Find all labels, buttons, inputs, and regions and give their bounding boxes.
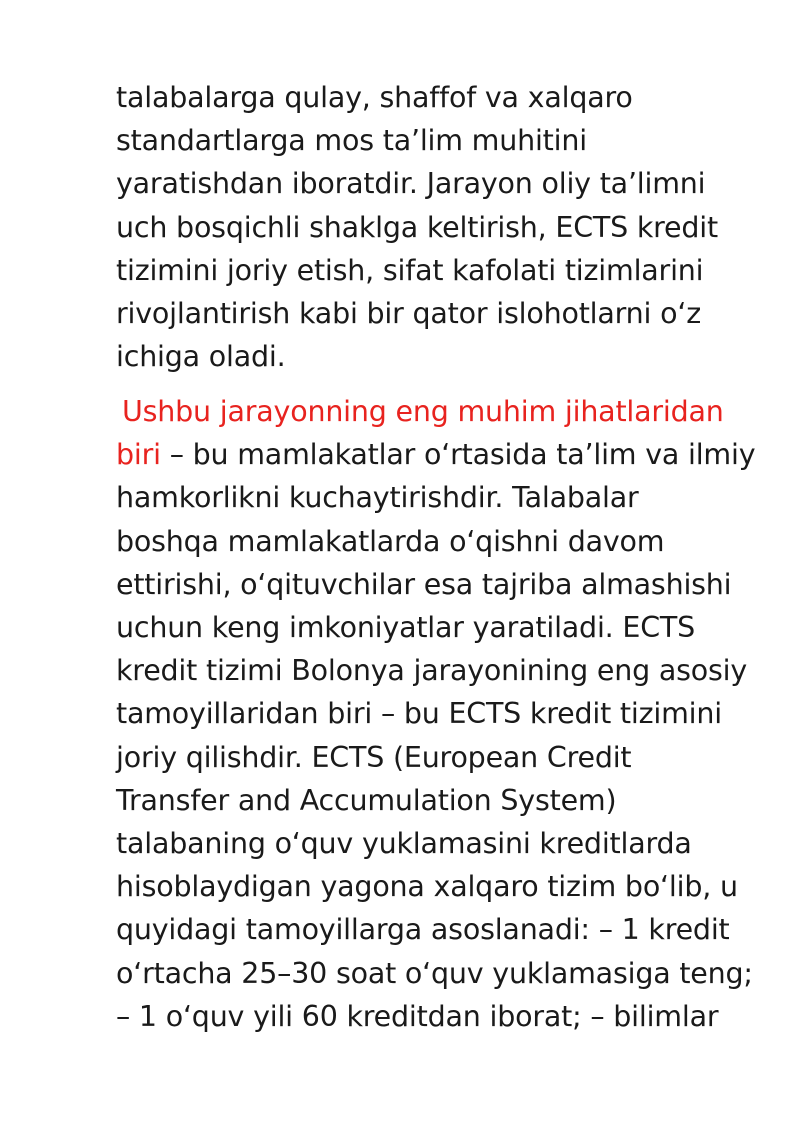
text-line: joriy qilishdir. ECTS (European Credit xyxy=(116,740,632,774)
text-line: – 1 o‘quv yili 60 kreditdan iborat; – bilimlar xyxy=(116,999,719,1033)
text-line: uch bosqichli shaklga keltirish, ECTS kredit xyxy=(116,210,718,244)
text-line: o‘rtacha 25–30 soat o‘quv yuklamasiga teng; xyxy=(116,956,753,990)
text-line: ettirishi, o‘qituvchilar esa tajriba almashishi xyxy=(116,567,732,601)
text-line: tizimini joriy etish, sifat kafolati tizimlarini xyxy=(116,253,704,287)
text-line: uchun keng imkoniyatlar yaratiladi. ECTS xyxy=(116,611,695,645)
text-line: ichiga oladi. xyxy=(116,340,286,374)
highlighted-phrase-end: biri xyxy=(116,438,161,472)
text-line xyxy=(116,433,756,476)
paragraph-2 xyxy=(116,390,756,1038)
text-line: rivojlantirish kabi bir qator islohotlarni o‘z xyxy=(116,297,701,331)
text-line: tamoyillaridan biri – bu ECTS kredit tizimini xyxy=(116,697,722,731)
paragraph-1 xyxy=(116,76,756,378)
text-line: hamkorlikni kuchaytirishdir. Talabalar xyxy=(116,481,639,515)
text-line: Transfer and Accumulation System) xyxy=(116,783,617,817)
text-line: talabaning o‘quv yuklamasini kreditlarda xyxy=(116,827,692,861)
text-line-rest: – bu mamlakatlar o‘rtasida ta’lim va ilmiy xyxy=(160,438,756,472)
text-line: boshqa mamlakatlarda o‘qishni davom xyxy=(116,524,665,558)
text-line: yaratishdan iboratdir. Jarayon oliy ta’limni xyxy=(116,167,706,201)
text-line: quyidagi tamoyillarga asoslanadi: – 1 kredit xyxy=(116,913,730,947)
highlighted-phrase-start: Ushbu jarayonning eng muhim jihatlaridan xyxy=(122,395,724,428)
text-line: standartlarga mos ta’lim muhitini xyxy=(116,124,587,158)
text-line: hisoblaydigan yagona xalqaro tizim bo‘lib, u xyxy=(116,870,738,904)
text-line: kredit tizimi Bolonya jarayonining eng asosiy xyxy=(116,654,748,688)
text-line-highlight xyxy=(116,390,756,433)
text-line: talabalarga qulay, shaffof va xalqaro xyxy=(116,81,633,114)
